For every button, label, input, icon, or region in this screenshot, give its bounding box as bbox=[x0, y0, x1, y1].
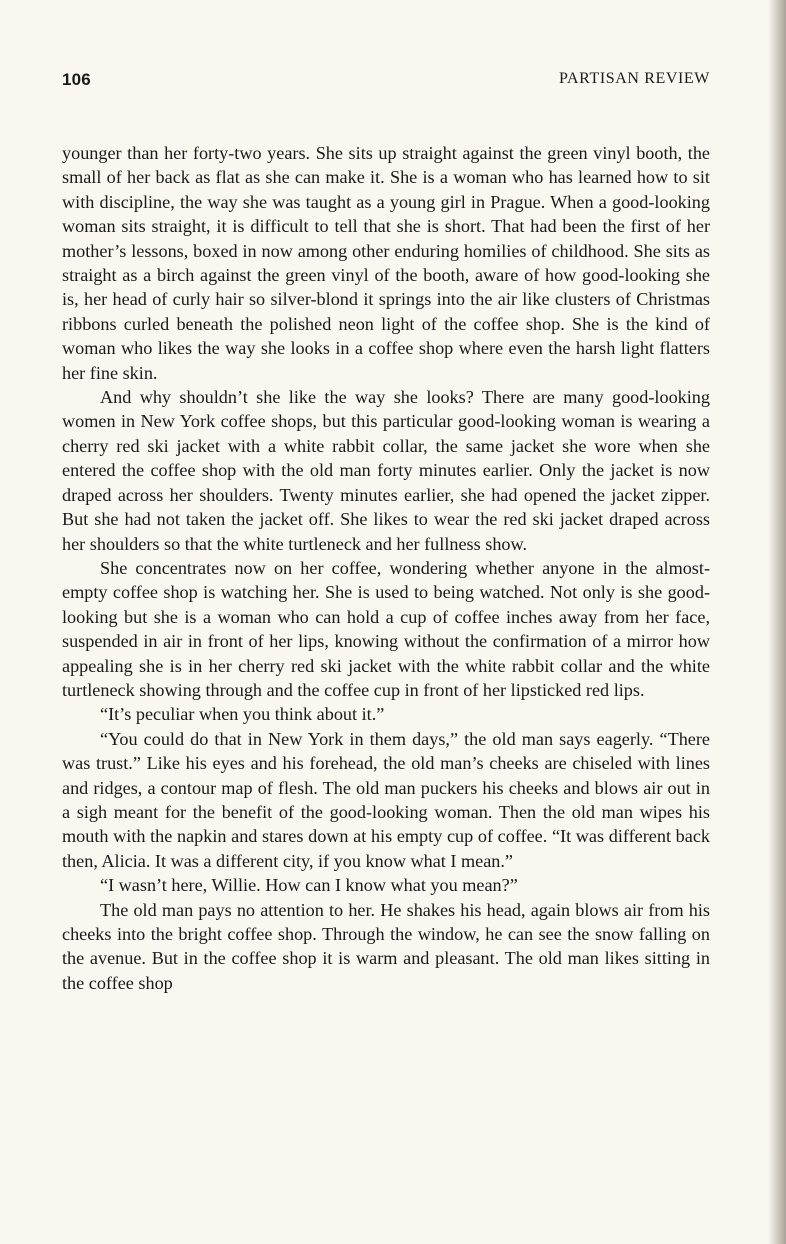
paragraph: And why shouldn’t she like the way she looks? There are many good-looking women in New York coffee shops, but this particular good-looking woman is wearing a cherry red ski jacket with a white rabbit collar, the same jacket she wore when she entered the coffee shop with the old man forty minutes earlier. Only the jacket is now draped across her shoulders. Twenty minutes earlier, she had opened the jacket zipper. But she had not taken the jacket off. She likes to wear the red ski jacket draped across her shoulders so that the white turtleneck and her fullness show. bbox=[62, 387, 710, 554]
dialogue-line: “I wasn’t here, Willie. How can I know what you mean?” bbox=[100, 875, 518, 896]
paragraph: She concentrates now on her coffee, wondering whether anyone in the almost-empty coffee shop is watching her. She is used to being watched. Not only is she good-looking but she is a woman who can hold a cup of coffee inches away from her face, suspended in air in front of her lips, knowing without the confirmation of a mirror how appealing she is in her cherry red ski jacket with the white rabbit collar and the white turtleneck showing through and the coffee cup in front of her lipsticked red lips. bbox=[62, 557, 710, 700]
page-number: 106 bbox=[62, 70, 91, 89]
page-edge-shadow bbox=[768, 0, 786, 1244]
paragraph: “You could do that in New York in them days,” the old man says eagerly. “There was trust.” Like his eyes and his forehead, the old man’s cheeks are chiseled with lines and ridges, a contour map of flesh. The old man puckers his cheeks and blows air out in a sigh meant for the benefit of the good-looking woman. Then the old man wipes his mouth with the napkin and stares down at his empty cup of coffee. “It was different back then, Alicia. It was a different city, if you know what I mean.” bbox=[62, 728, 710, 871]
paragraph: The old man pays no attention to her. He shakes his head, again blows air from his cheeks into the bright coffee shop. Through the window, he can see the snow falling on the avenue. But in the coffee shop it is warm and pleasant. The old man likes sitting in the coffee shop bbox=[62, 899, 710, 993]
running-header bbox=[62, 70, 710, 94]
body-text bbox=[62, 141, 710, 995]
journal-title: PARTISAN REVIEW bbox=[558, 70, 710, 87]
dialogue-line: “It’s peculiar when you think about it.” bbox=[100, 704, 385, 725]
paragraph-continued: younger than her forty-two years. She sits up straight against the green vinyl booth, the small of her back as flat as she can make it. She is a woman who has learned how to sit with discipline, the way she was taught as a young girl in Prague. When a good-looking woman sits straight, it is difficult to tell that she is short. That had been the first of her mother’s lessons, boxed in now among other enduring homilies of childhood. She sits as straight as a birch against the green vinyl of the booth, aware of how good-looking she is, her head of curly hair so silver-blond it springs into the air like clusters of Christmas ribbons curled beneath the polished neon light of the coffee shop. She is the kind of woman who likes the way she looks in a coffee shop where even the harsh light flatters her fine skin. bbox=[62, 143, 710, 383]
